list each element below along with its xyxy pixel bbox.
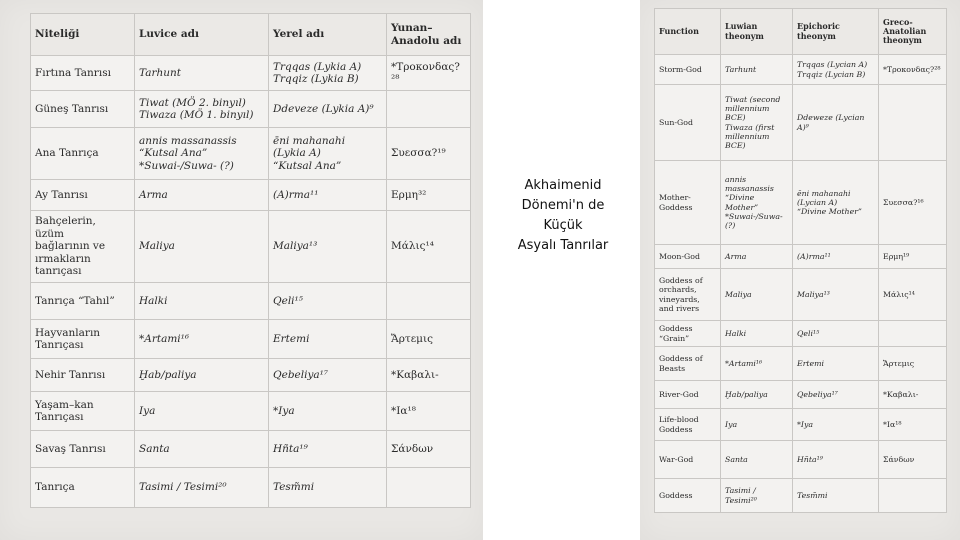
local-name-cell: Qeli¹⁵ bbox=[793, 321, 879, 347]
header-cell: Luvice adı bbox=[135, 14, 269, 56]
table-row bbox=[655, 85, 947, 161]
table-row bbox=[31, 392, 471, 431]
local-name-cell: Trqqas (Lykia A) Trqqiz (Lykia B) bbox=[269, 56, 387, 91]
function-cell: Goddess bbox=[655, 479, 721, 513]
local-name-cell: Hñta¹⁹ bbox=[793, 441, 879, 479]
greek-name-cell: *Ια¹⁸ bbox=[387, 392, 471, 431]
luwian-name-cell: Arma bbox=[721, 245, 793, 269]
luwian-name-cell: Maliya bbox=[135, 211, 269, 283]
function-cell: Savaş Tanrısı bbox=[31, 431, 135, 468]
local-name-cell: *Iya bbox=[793, 409, 879, 441]
local-name-cell: Maliya¹³ bbox=[793, 269, 879, 321]
english-theonym-table bbox=[654, 8, 947, 513]
table-row bbox=[31, 91, 471, 128]
luwian-name-cell: Tiwat (second millennium BCE) Tiwaza (first millennium BCE) bbox=[721, 85, 793, 161]
local-name-cell: Ddeveze (Lykia A)⁹ bbox=[269, 91, 387, 128]
luwian-name-cell: Tarhunt bbox=[135, 56, 269, 91]
luwian-name-cell: Tasimi / Tesimi²⁰ bbox=[135, 468, 269, 508]
greek-name-cell bbox=[387, 91, 471, 128]
table-row bbox=[655, 55, 947, 85]
local-name-cell: Tesm̃mi bbox=[793, 479, 879, 513]
greek-name-cell: Σάνδων bbox=[387, 431, 471, 468]
luwian-name-cell: Tiwat (MÖ 2. binyıl) Tiwaza (MÖ 1. binyıl) bbox=[135, 91, 269, 128]
greek-name-cell: Ερμη¹⁹ bbox=[879, 245, 947, 269]
local-name-cell: ēni mahanahi (Lycian A) “Divine Mother” bbox=[793, 161, 879, 245]
header-cell: Function bbox=[655, 9, 721, 55]
greek-name-cell: Ἄρτεμις bbox=[879, 347, 947, 381]
table-row bbox=[31, 431, 471, 468]
greek-name-cell: *Τροκονδας?²⁸ bbox=[879, 55, 947, 85]
table-row bbox=[655, 441, 947, 479]
local-name-cell: Trqqas (Lycian A) Trqqiz (Lycian B) bbox=[793, 55, 879, 85]
function-cell: Nehir Tanrısı bbox=[31, 359, 135, 392]
greek-name-cell bbox=[387, 283, 471, 320]
greek-name-cell: *Τροκονδας?²⁸ bbox=[387, 56, 471, 91]
luwian-name-cell: Iya bbox=[721, 409, 793, 441]
luwian-name-cell: Arma bbox=[135, 180, 269, 211]
table-row bbox=[31, 128, 471, 180]
function-cell: Storm-God bbox=[655, 55, 721, 85]
luwian-name-cell: Halki bbox=[135, 283, 269, 320]
luwian-name-cell: *Artami¹⁶ bbox=[721, 347, 793, 381]
greek-name-cell: Μάλις¹⁴ bbox=[879, 269, 947, 321]
header-cell: Yerel adı bbox=[269, 14, 387, 56]
caption-line: Dönemi'n de bbox=[521, 198, 605, 213]
luwian-name-cell: Ḫab/paliya bbox=[721, 381, 793, 409]
slide-caption bbox=[493, 176, 633, 256]
function-cell: Goddess of Beasts bbox=[655, 347, 721, 381]
luwian-name-cell: Santa bbox=[721, 441, 793, 479]
local-name-cell: Qebeliya¹⁷ bbox=[793, 381, 879, 409]
local-name-cell: Qeli¹⁵ bbox=[269, 283, 387, 320]
table-row bbox=[31, 283, 471, 320]
function-cell: Goddess “Grain” bbox=[655, 321, 721, 347]
local-name-cell: (A)rma¹¹ bbox=[793, 245, 879, 269]
luwian-name-cell: Halki bbox=[721, 321, 793, 347]
greek-name-cell: Ερμη³² bbox=[387, 180, 471, 211]
function-cell: Goddess of orchards, vineyards, and rivers bbox=[655, 269, 721, 321]
local-name-cell: Ertemi bbox=[269, 320, 387, 359]
greek-name-cell: *Καβαλι- bbox=[879, 381, 947, 409]
table-row bbox=[655, 269, 947, 321]
caption-line: Asyalı Tanrılar bbox=[517, 238, 609, 253]
turkish-theonym-table bbox=[30, 13, 471, 508]
greek-name-cell: Μάλις¹⁴ bbox=[387, 211, 471, 283]
luwian-name-cell: Tarhunt bbox=[721, 55, 793, 85]
table-row bbox=[655, 381, 947, 409]
header-cell: Luwian theonym bbox=[721, 9, 793, 55]
luwian-name-cell: Santa bbox=[135, 431, 269, 468]
function-cell: Tanrıça bbox=[31, 468, 135, 508]
table-row bbox=[31, 180, 471, 211]
local-name-cell: ēni mahanahi (Lykia A) “Kutsal Ana” bbox=[269, 128, 387, 180]
function-cell: River-God bbox=[655, 381, 721, 409]
table-header-row bbox=[655, 9, 947, 55]
greek-name-cell bbox=[879, 85, 947, 161]
function-cell: Sun-God bbox=[655, 85, 721, 161]
function-cell: Mother- Goddess bbox=[655, 161, 721, 245]
local-name-cell: Hñta¹⁹ bbox=[269, 431, 387, 468]
function-cell: War-God bbox=[655, 441, 721, 479]
function-cell: Ay Tanrısı bbox=[31, 180, 135, 211]
table-row bbox=[655, 347, 947, 381]
caption-line: Akhaimenid bbox=[524, 178, 602, 193]
caption-line: Küçük bbox=[543, 218, 583, 233]
table-header-row bbox=[31, 14, 471, 56]
luwian-name-cell: Ḫab/paliya bbox=[135, 359, 269, 392]
local-name-cell: Tesm̃mi bbox=[269, 468, 387, 508]
table-row bbox=[655, 321, 947, 347]
table-row bbox=[31, 359, 471, 392]
header-cell: Yunan–Anadolu adı bbox=[387, 14, 471, 56]
luwian-name-cell: *Artami¹⁶ bbox=[135, 320, 269, 359]
table-row bbox=[655, 409, 947, 441]
function-cell: Moon-God bbox=[655, 245, 721, 269]
greek-name-cell: Συεσσα?¹⁹ bbox=[387, 128, 471, 180]
function-cell: Tanrıça “Tahıl” bbox=[31, 283, 135, 320]
table-row bbox=[31, 320, 471, 359]
greek-name-cell bbox=[387, 468, 471, 508]
function-cell: Bahçelerin, üzüm bağlarının ve ırmakların tanrıçası bbox=[31, 211, 135, 283]
local-name-cell: Ddeweze (Lycian A)⁹ bbox=[793, 85, 879, 161]
luwian-name-cell: Iya bbox=[135, 392, 269, 431]
luwian-name-cell: annis massanassis “Kutsal Ana” *Suwai-/Suwa- (?) bbox=[135, 128, 269, 180]
local-name-cell: *Iya bbox=[269, 392, 387, 431]
header-cell: Epichoric theonym bbox=[793, 9, 879, 55]
function-cell: Yaşam–kan Tanrıçası bbox=[31, 392, 135, 431]
greek-name-cell bbox=[879, 479, 947, 513]
table-row bbox=[655, 161, 947, 245]
local-name-cell: Maliya¹³ bbox=[269, 211, 387, 283]
local-name-cell: Qebeliya¹⁷ bbox=[269, 359, 387, 392]
function-cell: Ana Tanrıça bbox=[31, 128, 135, 180]
greek-name-cell: Σάνδων bbox=[879, 441, 947, 479]
table-row bbox=[655, 245, 947, 269]
luwian-name-cell: annis massanassis “Divine Mother” *Suwai-/Suwa- (?) bbox=[721, 161, 793, 245]
table-row bbox=[31, 211, 471, 283]
greek-name-cell bbox=[879, 321, 947, 347]
luwian-name-cell: Maliya bbox=[721, 269, 793, 321]
function-cell: Güneş Tanrısı bbox=[31, 91, 135, 128]
function-cell: Fırtına Tanrısı bbox=[31, 56, 135, 91]
table-row bbox=[655, 479, 947, 513]
greek-name-cell: *Καβαλι- bbox=[387, 359, 471, 392]
header-cell: Niteliği bbox=[31, 14, 135, 56]
table-row bbox=[31, 468, 471, 508]
luwian-name-cell: Tasimi / Tesimi²⁰ bbox=[721, 479, 793, 513]
table-row bbox=[31, 56, 471, 91]
greek-name-cell: Συεσσα?¹⁶ bbox=[879, 161, 947, 245]
greek-name-cell: Ἄρτεμις bbox=[387, 320, 471, 359]
greek-name-cell: *Ια¹⁸ bbox=[879, 409, 947, 441]
local-name-cell: (A)rma¹¹ bbox=[269, 180, 387, 211]
local-name-cell: Ertemi bbox=[793, 347, 879, 381]
header-cell: Greco-Anatolian theonym bbox=[879, 9, 947, 55]
function-cell: Life-blood Goddess bbox=[655, 409, 721, 441]
function-cell: Hayvanların Tanrıçası bbox=[31, 320, 135, 359]
